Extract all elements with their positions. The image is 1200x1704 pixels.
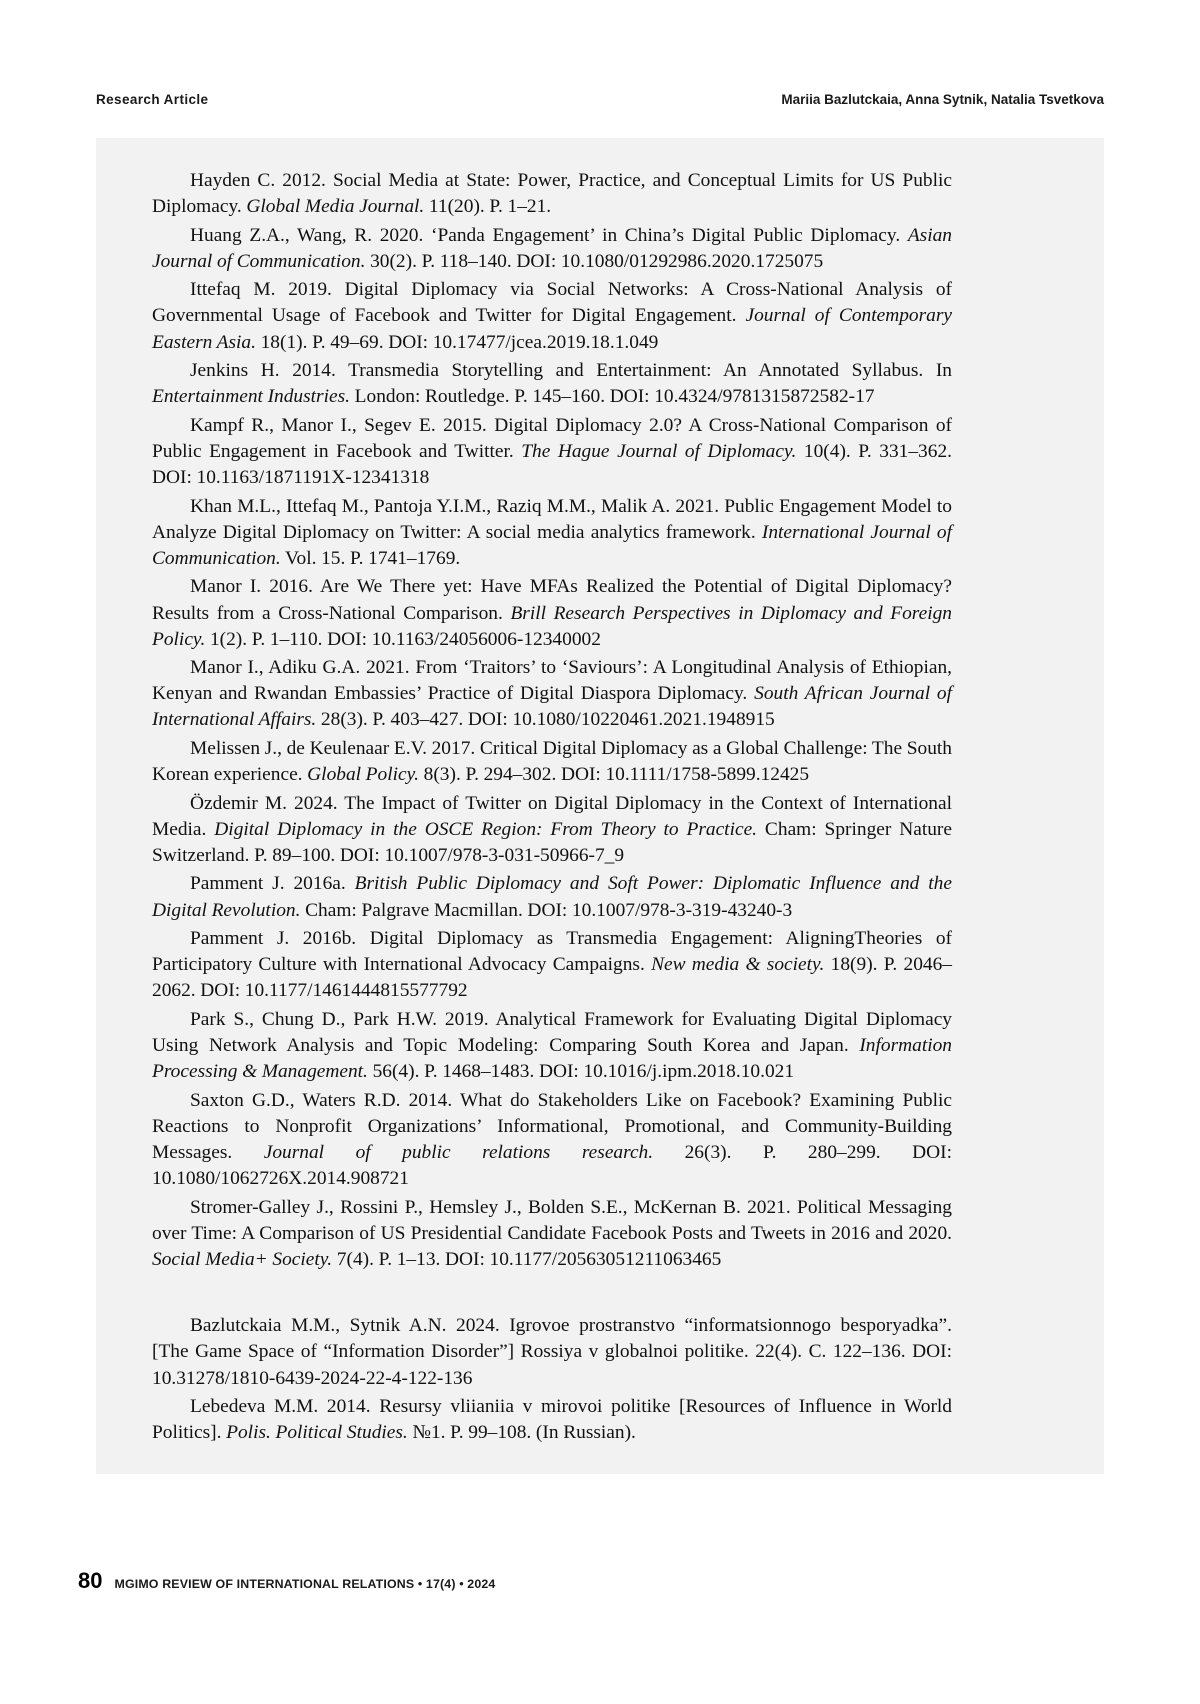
reference-source-title: Global Policy. (307, 764, 419, 786)
reference-text: 18(1). P. 49–69. DOI: 10.17477/jcea.2019.18.1.049 (255, 331, 659, 353)
reference-text: Lebedeva M.M. 2014. Resursy vliianiia v mirovoi politike [Resources of Influence in World Politics]. (152, 1396, 952, 1444)
reference-source-title: Information Processing & Management. (152, 1035, 952, 1083)
reference-text: Jenkins H. 2014. Transmedia Storytelling and Entertainment: An Annotated Syllabus. In (190, 360, 952, 382)
reference-text: Manor I. 2016. Are We There yet: Have MFAs Realized the Potential of Digital Diplomacy? Results from a Cross-National Comparison. (152, 576, 952, 624)
reference-source-title: Global Media Journal. (246, 196, 425, 218)
journal-info: MGIMO REVIEW OF INTERNATIONAL RELATIONS • 17(4) • 2024 (114, 1577, 496, 1591)
reference-text: Pamment J. 2016b. Digital Diplomacy as Transmedia Engagement: AligningTheories of Participatory Culture with International Advocacy Campaigns. (152, 928, 952, 976)
reference-text: Hayden C. 2012. Social Media at State: Power, Practice, and Conceptual Limits for US Public Diplomacy. (152, 170, 952, 218)
reference-text: 8(3). P. 294–302. DOI: 10.1111/1758-5899.12425 (419, 764, 810, 786)
reference-source-title: Journal of Contemporary Eastern Asia. (152, 305, 952, 353)
reference-source-title: British Public Diplomacy and Soft Power: Diplomatic Influence and the Digital Revolution. (152, 873, 952, 921)
reference-text: Pamment J. 2016a. (190, 873, 355, 895)
reference-text: Khan M.L., Ittefaq M., Pantoja Y.I.M., Raziq M.M., Malik A. 2021. Public Engagement Model to Analyze Digital Diplomacy on Twitter: A social media analytics framework. (152, 495, 952, 543)
reference-source-title: New media & society. (651, 954, 825, 976)
reference-entry (152, 655, 952, 733)
reference-entry (152, 871, 952, 923)
page-number: 80 (78, 1568, 103, 1593)
references-list (152, 168, 952, 1449)
reference-source-title: Polis. Political Studies. (226, 1422, 408, 1444)
reference-text: 30(2). P. 118–140. DOI: 10.1080/01292986.2020.1725075 (365, 250, 824, 272)
reference-text: 7(4). P. 1–13. DOI: 10.1177/20563051211063465 (332, 1248, 722, 1270)
reference-source-title: Asian Journal of Communication. (152, 224, 952, 272)
reference-text: 28(3). P. 403–427. DOI: 10.1080/10220461.2021.1948915 (316, 709, 775, 731)
reference-text: Ittefaq M. 2019. Digital Diplomacy via Social Networks: A Cross-National Analysis of Governmental Usage of Facebook and Twitter for Digital Engagement. (152, 279, 952, 327)
reference-entry (152, 494, 952, 572)
reference-text: 18(9). P. 2046–2062. DOI: 10.1177/1461444815577792 (152, 954, 952, 1002)
reference-text: Vol. 15. P. 1741–1769. (280, 547, 461, 569)
reference-text: 1(2). P. 1–110. DOI: 10.1163/24056006-12340002 (205, 628, 601, 650)
reference-text: Huang Z.A., Wang, R. 2020. ‘Panda Engagement’ in China’s Digital Public Diplomacy. (190, 224, 908, 246)
section-gap (152, 1275, 952, 1313)
running-head-right: Mariia Bazlutckaia, Anna Sytnik, Natalia Tsvetkova (781, 92, 1104, 107)
reference-text: Özdemir M. 2024. The Impact of Twitter on Digital Diplomacy in the Context of International Media. (152, 792, 952, 840)
reference-text: Park S., Chung D., Park H.W. 2019. Analytical Framework for Evaluating Digital Diplomacy Using Network Analysis and Topic Modeling: Comparing South Korea and Japan. (152, 1008, 952, 1056)
reference-text: Saxton G.D., Waters R.D. 2014. What do Stakeholders Like on Facebook? Examining Public Reactions to Nonprofit Organizations’ Informational, Promotional, and Community-Building Messages. (152, 1089, 952, 1163)
reference-source-title: Journal of public relations research. (263, 1141, 654, 1163)
reference-text: Cham: Palgrave Macmillan. DOI: 10.1007/978-3-319-43240-3 (300, 899, 793, 921)
running-head-left: Research Article (96, 92, 209, 107)
running-head (96, 92, 1104, 107)
reference-source-title: Social Media+ Society. (152, 1248, 333, 1270)
reference-entry (152, 277, 952, 355)
reference-entry (152, 736, 952, 788)
reference-entry (152, 413, 952, 491)
reference-entry (152, 1088, 952, 1192)
reference-entry (152, 1195, 952, 1273)
reference-entry (152, 1313, 952, 1391)
reference-text: Kampf R., Manor I., Segev E. 2015. Digital Diplomacy 2.0? A Cross-National Comparison of Public Engagement in Facebook and Twitter. (152, 414, 952, 462)
reference-entry (152, 358, 952, 410)
reference-text: Manor I., Adiku G.A. 2021. From ‘Traitors’ to ‘Saviours’: A Longitudinal Analysis of Ethiopian, Kenyan and Rwandan Embassies’ Practice of Digital Diaspora Diplomacy. (152, 657, 952, 705)
reference-source-title: The Hague Journal of Diplomacy. (521, 440, 797, 462)
reference-text: London: Routledge. P. 145–160. DOI: 10.4324/9781315872582-17 (350, 386, 875, 408)
reference-entry (152, 926, 952, 1004)
reference-text: Cham: Springer Nature Switzerland. P. 89–100. DOI: 10.1007/978-3-031-50966-7_9 (152, 818, 952, 866)
reference-text: №1. P. 99–108. (In Russian). (407, 1422, 636, 1444)
references-latin (152, 168, 952, 1273)
reference-entry (152, 791, 952, 869)
reference-source-title: Brill Research Perspectives in Diplomacy and Foreign Policy. (152, 602, 952, 650)
reference-source-title: South African Journal of International Affairs. (152, 683, 953, 731)
reference-text: 56(4). P. 1468–1483. DOI: 10.1016/j.ipm.2018.10.021 (367, 1061, 795, 1083)
reference-entry (152, 1007, 952, 1085)
page-footer (78, 1568, 495, 1594)
reference-source-title: International Journal of Communication. (152, 521, 952, 569)
reference-entry (152, 574, 952, 652)
reference-text: 11(20). P. 1–21. (424, 196, 552, 218)
reference-text: Bazlutckaia M.M., Sytnik A.N. 2024. Igrovoe prostranstvo “informatsionnogo besporyadka”. [The Game Space of “Information Disorder”] Rossiya v globalnoi politike. 22(4). C. 122–136. DOI: 10.31278/1810-6439-2024-22-4-122-136 (152, 1315, 952, 1389)
reference-source-title: Digital Diplomacy in the OSCE Region: From Theory to Practice. (214, 818, 758, 840)
reference-text: 10(4). P. 331–362. DOI: 10.1163/1871191X-12341318 (152, 440, 952, 489)
references-transliterated (152, 1313, 952, 1446)
reference-entry (152, 168, 952, 220)
reference-source-title: Entertainment Industries. (152, 386, 350, 408)
reference-entry (152, 223, 952, 275)
reference-entry (152, 1394, 952, 1446)
reference-text: 26(3). P. 280–299. DOI: 10.1080/1062726X.2014.908721 (152, 1141, 952, 1189)
reference-text: Stromer-Galley J., Rossini P., Hemsley J., Bolden S.E., McKernan B. 2021. Political Messaging over Time: A Comparison of US Presidential Candidate Facebook Posts and Tweets in 2016 and 2020. (152, 1196, 952, 1244)
reference-text: Melissen J., de Keulenaar E.V. 2017. Critical Digital Diplomacy as a Global Challenge: The South Korean experience. (152, 737, 952, 786)
